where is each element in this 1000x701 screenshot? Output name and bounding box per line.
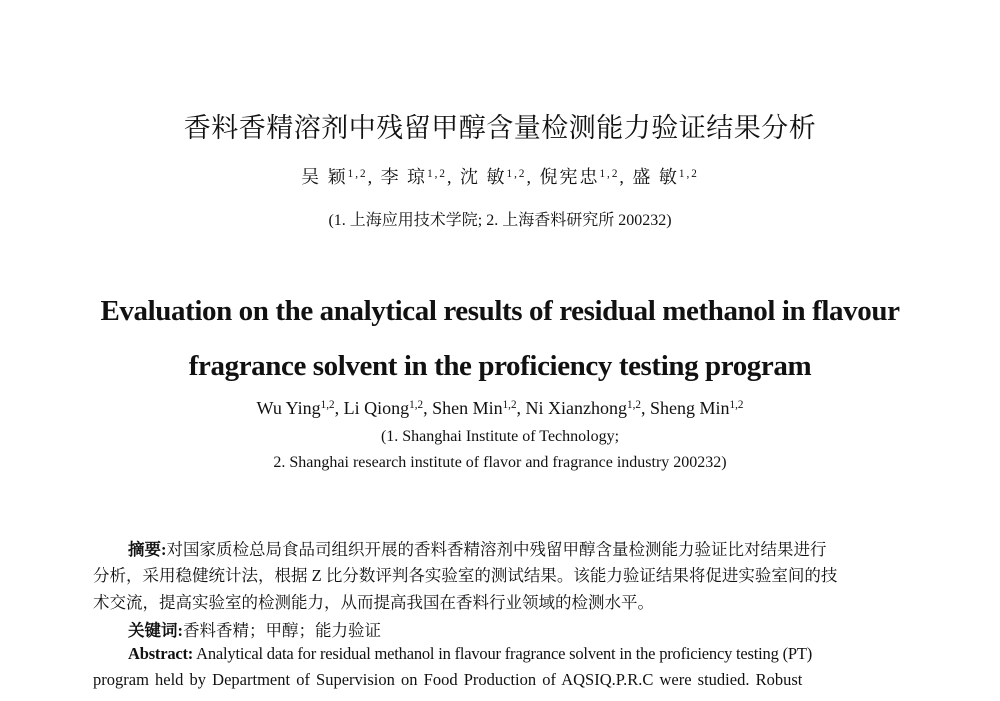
keywords-cn-label: 关键词: — [128, 621, 183, 640]
abstract-en-label: Abstract: — [128, 644, 194, 663]
author-cn: 沈 敏$^{1,2}$ — [460, 167, 527, 187]
author-en: Wu Ying$^{1,2}$ — [256, 398, 335, 418]
chinese-affiliation: (1. 上海应用技术学院; 2. 上海香料研究所 200232) — [328, 212, 672, 229]
abstract-en-line-2: program held by Department of Supervision on Food Production of AQSIQ.P.R.C were studied. Robust — [93, 670, 803, 689]
author-en: Sheng Min$^{1,2}$ — [649, 398, 744, 418]
author-cn: 倪宪忠$^{1,2}$ — [539, 167, 620, 187]
abstract-cn-line-1 — [93, 536, 905, 560]
author-en: Ni Xianzhong$^{1,2}$ — [525, 398, 641, 418]
author-cn: 吴 颖$^{1,2}$ — [301, 167, 368, 187]
english-title-line-2: fragrance solvent in the proficiency testing program — [188, 350, 812, 382]
abstract-en-line-1 — [93, 644, 905, 664]
author-cn: 盛 敏$^{1,2}$ — [632, 167, 699, 187]
author-en: Li Qiong$^{1,2}$ — [343, 398, 424, 418]
chinese-authors: 吴 颖$^{1,2}$, 李 琼$^{1,2}$, 沈 敏$^{1,2}$, 倪宪忠$^{1,2}$, 盛 敏$^{1,2}$ — [301, 167, 699, 187]
abstract-cn-label: 摘要: — [128, 540, 167, 559]
english-affiliation-line-1: (1. Shanghai Institute of Technology; — [380, 428, 620, 445]
english-title-line-1: Evaluation on the analytical results of residual methanol in flavour — [100, 295, 900, 327]
keywords-cn-text: 香料香精；甲醇；能力验证 — [183, 621, 381, 640]
abstract-cn-text-1: 对国家质检总局食品司组织开展的香料香精溶剂中残留甲醇含量检测能力验证比对结果进行 — [166, 540, 827, 559]
english-authors: Wu Ying$^{1,2}$, Li Qiong$^{1,2}$, Shen Min$^{1,2}$, Ni Xianzhong$^{1,2}$, Sheng Min$^{1,2}$ — [256, 398, 744, 418]
english-affiliation-line-2: 2. Shanghai research institute of flavor and fragrance industry 200232) — [273, 454, 727, 471]
abstract-cn-line-2: 分析，采用稳健统计法，根据 Z 比分数评判各实验室的测试结果。该能力验证结果将促进实验室间的技 — [93, 566, 838, 585]
author-cn: 李 琼$^{1,2}$ — [380, 167, 448, 187]
abstract-cn-line-3: 术交流，提高实验室的检测能力，从而提高我国在香料行业领域的检测水平。 — [93, 593, 654, 612]
chinese-title: 香料香精溶剂中残留甲醇含量检测能力验证结果分析 — [183, 113, 817, 143]
author-en: Shen Min$^{1,2}$ — [432, 398, 517, 418]
abstract-en-text-1: Analytical data for residual methanol in flavour fragrance solvent in the proficiency testing (PT) — [196, 644, 813, 663]
keywords-cn — [93, 617, 905, 641]
